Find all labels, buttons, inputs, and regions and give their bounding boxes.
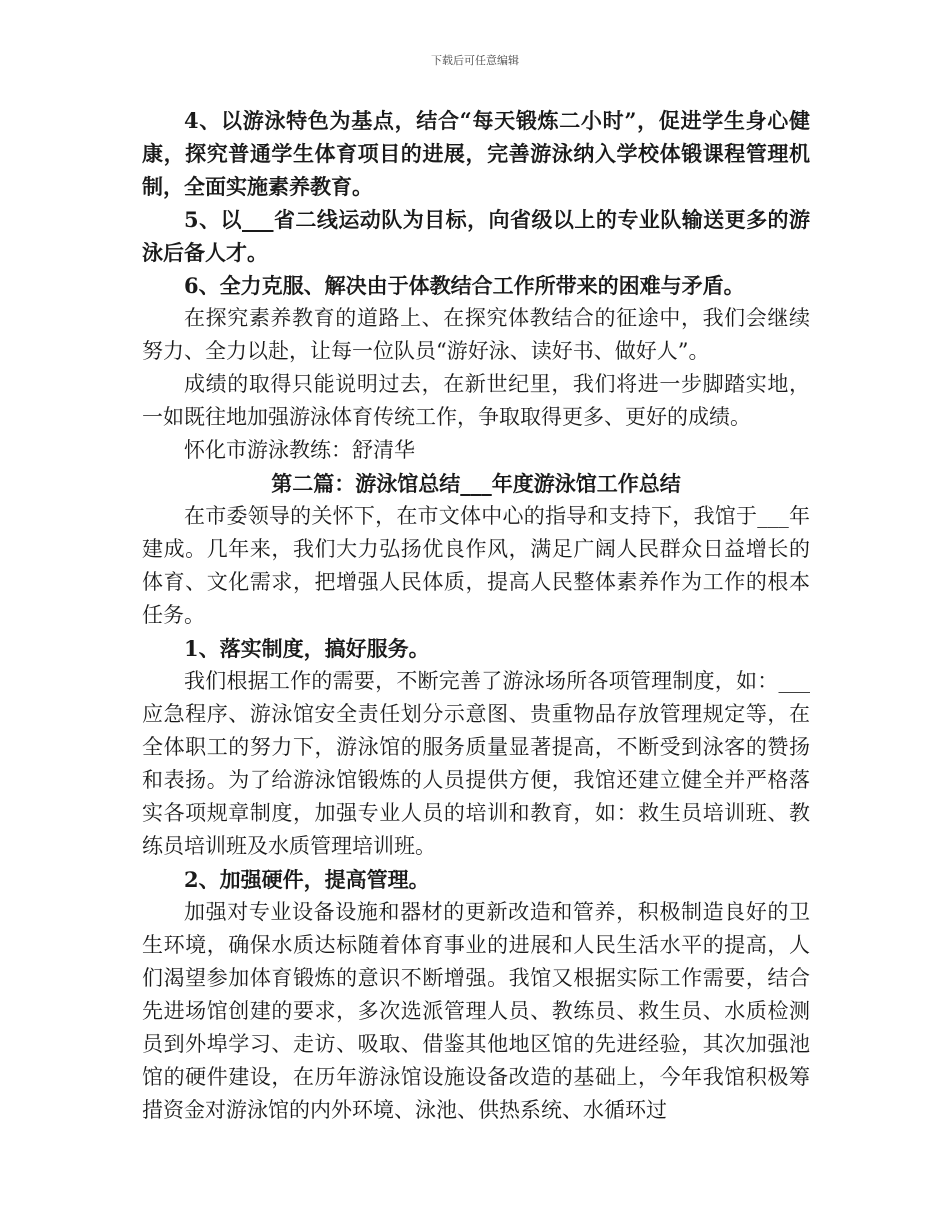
heading-1: 1、落实制度，搞好服务。 bbox=[184, 636, 430, 661]
paragraph-intro: 在市委领导的关怀下，在市文体中心的指导和支持下，我馆于___年建成。几年来，我们大力弘扬优良作风，满足广阔人民群众日益增长的体育、文化需求，把增强人民体质，提高人民整体素养作为工作的根本任务。 bbox=[142, 504, 810, 627]
header-note: 下载后可任意编辑 bbox=[431, 54, 519, 67]
heading-2: 2、加强硬件，提高管理。 bbox=[184, 867, 430, 892]
paragraph-item-4: 4、以游泳特色为基点，结合“每天锻炼二小时”，促进学生身心健康，探究普通学生体育项目的进展，完善游泳纳入学校体锻课程管理机制，全面实施素养教育。 bbox=[142, 108, 810, 199]
paragraph-achievements: 成绩的取得只能说明过去，在新世纪里，我们将进一步脚踏实地，一如既往地加强游泳体育传统工作，争取取得更多、更好的成绩。 bbox=[142, 372, 810, 429]
paragraph-item-6: 6、全力克服、解决由于体教结合工作所带来的困难与矛盾。 bbox=[184, 273, 745, 298]
paragraph-item-5: 5、以___省二线运动队为目标，向省级以上的专业队输送更多的游泳后备人才。 bbox=[142, 207, 810, 265]
section-title: 第二篇：游泳馆总结___年度游泳馆工作总结 bbox=[271, 471, 681, 496]
document-body bbox=[142, 104, 810, 1127]
paragraph-continue-effort: 在探究素养教育的道路上、在探究体教结合的征途中，我们会继续努力、全力以赴，让每一位队员“游好泳、读好书、做好人”。 bbox=[142, 306, 810, 363]
author-signature: 怀化市游泳教练：舒清华 bbox=[184, 438, 415, 462]
paragraph-system: 我们根据工作的需要，不断完善了游泳场所各项管理制度，如：___应急程序、游泳馆安全责任划分示意图、贵重物品存放管理规定等，在全体职工的努力下，游泳馆的服务质量显著提高，不断受到泳客的赞扬和表扬。为了给游泳馆锻炼的人员提供方便，我馆还建立健全并严格落实各项规章制度，加强专业人员的培训和教育，如：救生员培训班、教练员培训班及水质管理培训班。 bbox=[142, 669, 810, 858]
paragraph-hardware: 加强对专业设备设施和器材的更新改造和管养，积极制造良好的卫生环境，确保水质达标随着体育事业的进展和人民生活水平的提高，人们渴望参加体育锻炼的意识不断增强。我馆又根据实际工作需要，结合先进场馆创建的要求，多次选派管理人员、教练员、救生员、水质检测员到外埠学习、走访、吸取、借鉴其他地区馆的先进经验，其次加强池馆的硬件建设，在历年游泳馆设施设备改造的基础上，今年我馆积极筹措资金对游泳馆的内外环境、泳池、供热系统、水循环过 bbox=[142, 900, 810, 1122]
